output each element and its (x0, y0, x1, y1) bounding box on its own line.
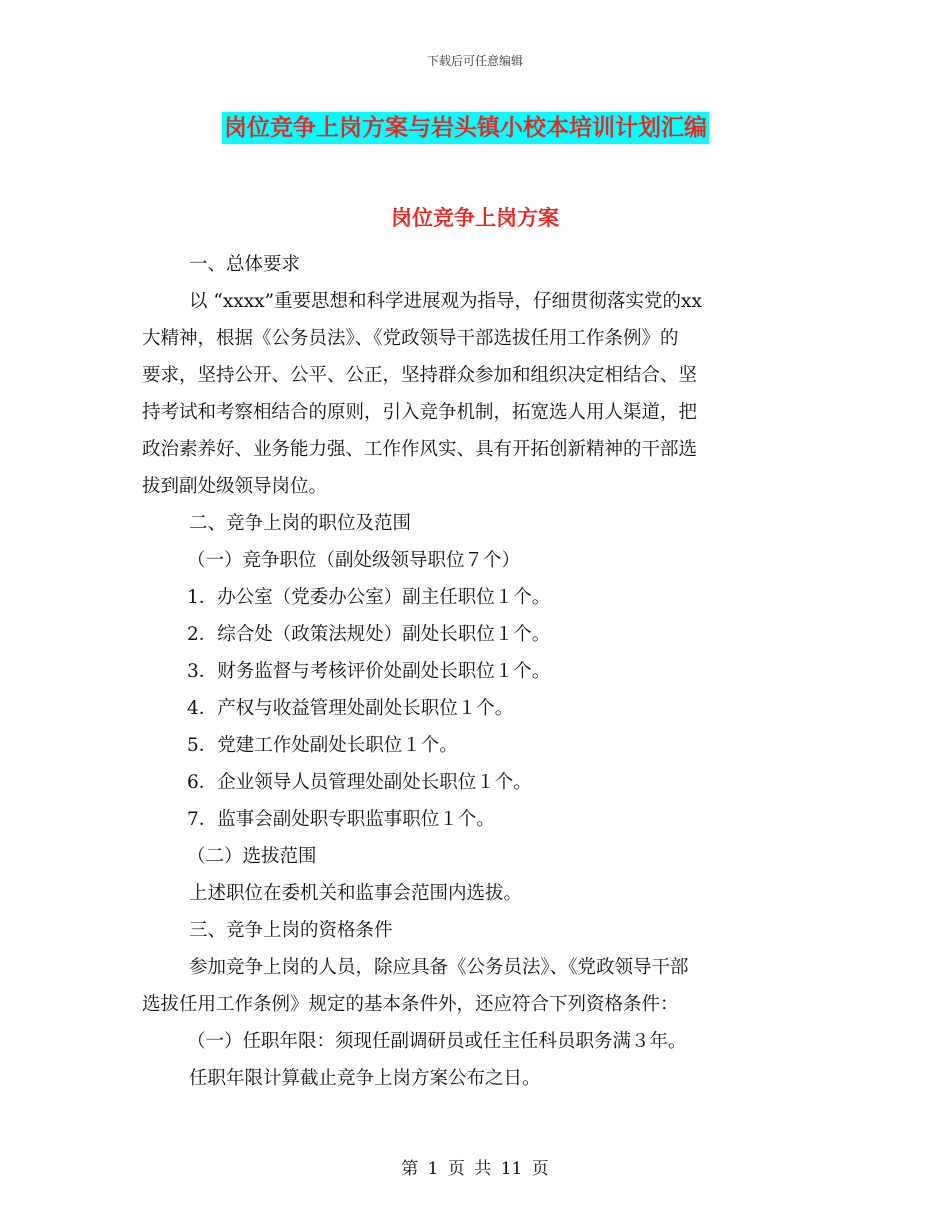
paragraph-line: 要求，坚持公开、公平、公正，坚持群众参加和组织决定相结合、坚 (142, 365, 698, 386)
paragraph-line: 大精神，根据《公务员法》、《党政领导干部选拔任用工作条例》的 (142, 328, 679, 349)
document-title: 岗位竞争上岗方案与岩头镇小校本培训计划汇编 (222, 112, 709, 144)
document-body (142, 246, 812, 1097)
list-item: 3．财务监督与考核评价处副处长职位１个。 (187, 661, 551, 682)
paragraph-line: 二、竞争上岗的职位及范围 (189, 513, 412, 534)
page-footer: 第 1 页 共 11 页 (401, 1159, 549, 1179)
list-item: 4．产权与收益管理处副处长职位１个。 (187, 698, 514, 719)
paragraph-line: 三、竞争上岗的资格条件 (189, 920, 393, 941)
list-item: 6．企业领导人员管理处副处长职位１个。 (187, 772, 532, 793)
paragraph-line: （二）选拔范围 (187, 846, 317, 867)
paragraph-line: 任职年限计算截止竞争上岗方案公布之日。 (189, 1068, 541, 1089)
paragraph-line: 一、总体要求 (189, 254, 301, 275)
list-item: 2．综合处（政策法规处）副处长职位１个。 (187, 624, 551, 645)
paragraph-line: 以 “xxxx”重要思想和科学进展观为指导，仔细贯彻落实党的xx (189, 291, 702, 312)
paragraph-line: 拔到副处级领导岗位。 (142, 476, 328, 497)
paragraph-line: 政治素养好、业务能力强、工作作风实、具有开拓创新精神的干部选 (142, 439, 698, 460)
paragraph-line: 参加竞争上岗的人员，除应具备《公务员法》、《党政领导干部 (189, 957, 689, 978)
paragraph-line: （一）竞争职位（副处级领导职位７个） (187, 550, 521, 571)
paragraph-line: 上述职位在委机关和监事会范围内选拔。 (189, 883, 523, 904)
list-item: 1．办公室（党委办公室）副主任职位１个。 (187, 587, 551, 608)
paragraph-line: （一）任职年限：须现任副调研员或任主任科员职务满３年。 (187, 1031, 687, 1052)
paragraph-line: 选拔任用工作条例》规定的基本条件外，还应符合下列资格条件： (142, 994, 679, 1015)
header-note: 下载后可任意编辑 (426, 54, 523, 68)
list-item: 5．党建工作处副处长职位１个。 (187, 735, 458, 756)
section-title: 岗位竞争上岗方案 (391, 206, 559, 230)
paragraph-line: 持考试和考察相结合的原则，引入竞争机制，拓宽选人用人渠道，把 (142, 402, 698, 423)
list-item: 7．监事会副处职专职监事职位１个。 (187, 809, 495, 830)
